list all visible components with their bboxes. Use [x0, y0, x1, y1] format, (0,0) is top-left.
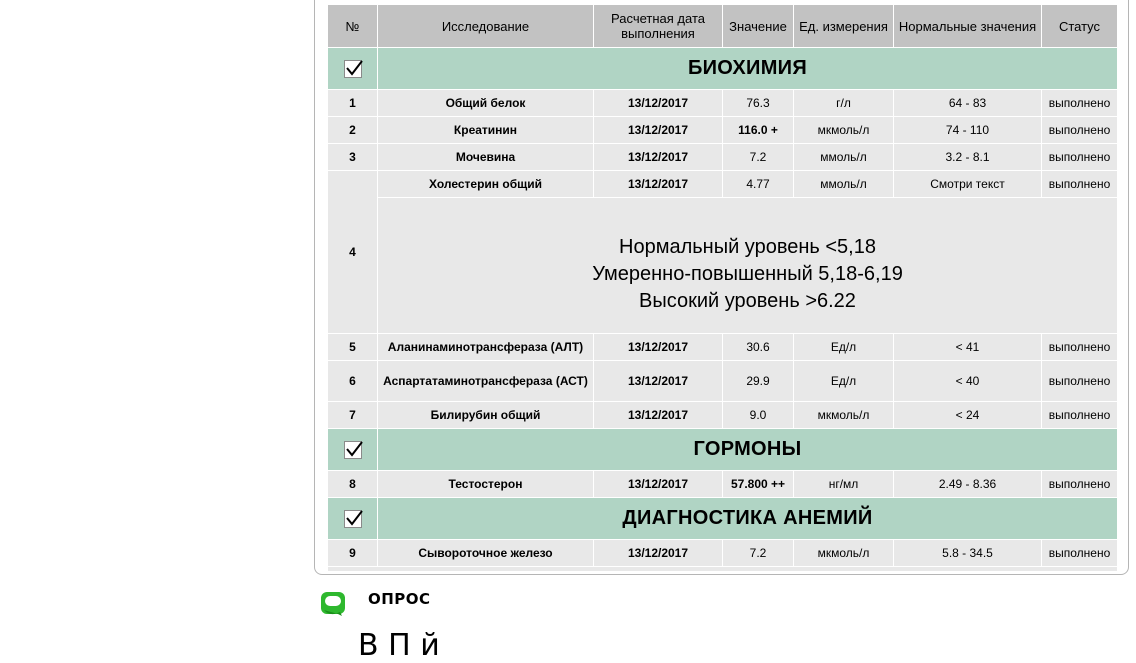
header-test: Исследование: [378, 5, 594, 48]
row-unit: г/л: [794, 90, 894, 117]
row-num: 4: [328, 171, 378, 334]
row-normal: Смотри текст: [894, 171, 1042, 198]
row-date: 13/12/2017: [594, 144, 723, 171]
section-row-hormones: [328, 429, 1118, 471]
row-date: 13/12/2017: [594, 402, 723, 429]
spacer-cell: [328, 567, 1118, 572]
header-normal: Нормальные значения: [894, 5, 1042, 48]
header-status: Статус: [1042, 5, 1118, 48]
row-unit: мкмоль/л: [794, 540, 894, 567]
row-num: 3: [328, 144, 378, 171]
row-date: 13/12/2017: [594, 117, 723, 144]
checkmark-icon[interactable]: [344, 60, 362, 78]
row-status: выполнено: [1042, 90, 1118, 117]
row-date: 13/12/2017: [594, 361, 723, 402]
table-bottom-spacer: [328, 567, 1118, 572]
row-test-name: Билирубин общий: [378, 402, 594, 429]
cholesterol-note-row: [328, 198, 1118, 334]
row-test-name: Аланинаминотрансфераза (АЛТ): [378, 334, 594, 361]
note-line: Высокий уровень >6.22: [639, 290, 856, 312]
section-title: БИОХИМИЯ: [378, 48, 1118, 90]
row-unit: ммоль/л: [794, 171, 894, 198]
table-header-row: [328, 5, 1118, 48]
row-value: 30.6: [723, 334, 794, 361]
row-num: 2: [328, 117, 378, 144]
row-unit: мкмоль/л: [794, 402, 894, 429]
row-date: 13/12/2017: [594, 171, 723, 198]
section-checkbox-cell[interactable]: [328, 498, 378, 540]
row-status: выполнено: [1042, 471, 1118, 498]
row-status: выполнено: [1042, 402, 1118, 429]
row-unit: Ед/л: [794, 334, 894, 361]
table-row: [328, 90, 1118, 117]
header-date: Расчетная дата выполнения: [594, 5, 723, 48]
section-title: ДИАГНОСТИКА АНЕМИЙ: [378, 498, 1118, 540]
row-date: 13/12/2017: [594, 471, 723, 498]
section-row-biochem: [328, 48, 1118, 90]
note-line: Умеренно-повышенный 5,18-6,19: [592, 263, 903, 285]
row-test-name: Тестостерон: [378, 471, 594, 498]
row-value: 9.0: [723, 402, 794, 429]
row-date: 13/12/2017: [594, 540, 723, 567]
row-date: 13/12/2017: [594, 334, 723, 361]
row-normal: < 40: [894, 361, 1042, 402]
section-checkbox-cell[interactable]: [328, 48, 378, 90]
results-table: [327, 4, 1118, 572]
survey-title: ОПРОС: [368, 590, 431, 608]
row-num: 5: [328, 334, 378, 361]
row-value: 7.2: [723, 144, 794, 171]
row-normal: 64 - 83: [894, 90, 1042, 117]
table-row: [328, 471, 1118, 498]
header-num: №: [328, 5, 378, 48]
row-value: 57.800 ++: [723, 471, 794, 498]
row-normal: 2.49 - 8.36: [894, 471, 1042, 498]
table-row: [328, 540, 1118, 567]
section-checkbox-cell[interactable]: [328, 429, 378, 471]
row-value: 76.3: [723, 90, 794, 117]
table-row: [328, 117, 1118, 144]
cholesterol-note: [378, 198, 1118, 334]
row-value: 116.0 +: [723, 117, 794, 144]
section-title: ГОРМОНЫ: [378, 429, 1118, 471]
row-value: 29.9: [723, 361, 794, 402]
row-normal: 5.8 - 34.5: [894, 540, 1042, 567]
row-status: выполнено: [1042, 144, 1118, 171]
header-unit: Ед. измерения: [794, 5, 894, 48]
row-status: выполнено: [1042, 361, 1118, 402]
row-unit: нг/мл: [794, 471, 894, 498]
row-status: выполнено: [1042, 334, 1118, 361]
chat-bubble-icon: [320, 590, 346, 618]
checkmark-icon[interactable]: [344, 510, 362, 528]
row-num: 7: [328, 402, 378, 429]
row-num: 1: [328, 90, 378, 117]
row-test-name: Холестерин общий: [378, 171, 594, 198]
section-row-anemia: [328, 498, 1118, 540]
survey-section: [320, 590, 431, 618]
row-normal: < 41: [894, 334, 1042, 361]
row-num: 8: [328, 471, 378, 498]
row-test-name: Аспартатаминотрансфераза (АСТ): [378, 361, 594, 402]
checkmark-icon[interactable]: [344, 441, 362, 459]
row-test-name: Общий белок: [378, 90, 594, 117]
table-row: [328, 144, 1118, 171]
row-num: 6: [328, 361, 378, 402]
row-test-name: Мочевина: [378, 144, 594, 171]
row-normal: 3.2 - 8.1: [894, 144, 1042, 171]
row-test-name: Креатинин: [378, 117, 594, 144]
row-test-name: Сывороточное железо: [378, 540, 594, 567]
table-row: [328, 334, 1118, 361]
table-row: [328, 171, 1118, 198]
row-value: 7.2: [723, 540, 794, 567]
header-value: Значение: [723, 5, 794, 48]
table-row: [328, 361, 1118, 402]
row-unit: ммоль/л: [794, 144, 894, 171]
survey-partial-text: В П й: [358, 628, 440, 663]
row-unit: Ед/л: [794, 361, 894, 402]
table-row: [328, 402, 1118, 429]
row-num: 9: [328, 540, 378, 567]
row-normal: < 24: [894, 402, 1042, 429]
results-panel: [314, 0, 1129, 575]
row-value: 4.77: [723, 171, 794, 198]
row-status: выполнено: [1042, 540, 1118, 567]
row-status: выполнено: [1042, 171, 1118, 198]
note-line: Нормальный уровень <5,18: [619, 236, 876, 258]
row-status: выполнено: [1042, 117, 1118, 144]
row-unit: мкмоль/л: [794, 117, 894, 144]
row-date: 13/12/2017: [594, 90, 723, 117]
row-normal: 74 - 110: [894, 117, 1042, 144]
